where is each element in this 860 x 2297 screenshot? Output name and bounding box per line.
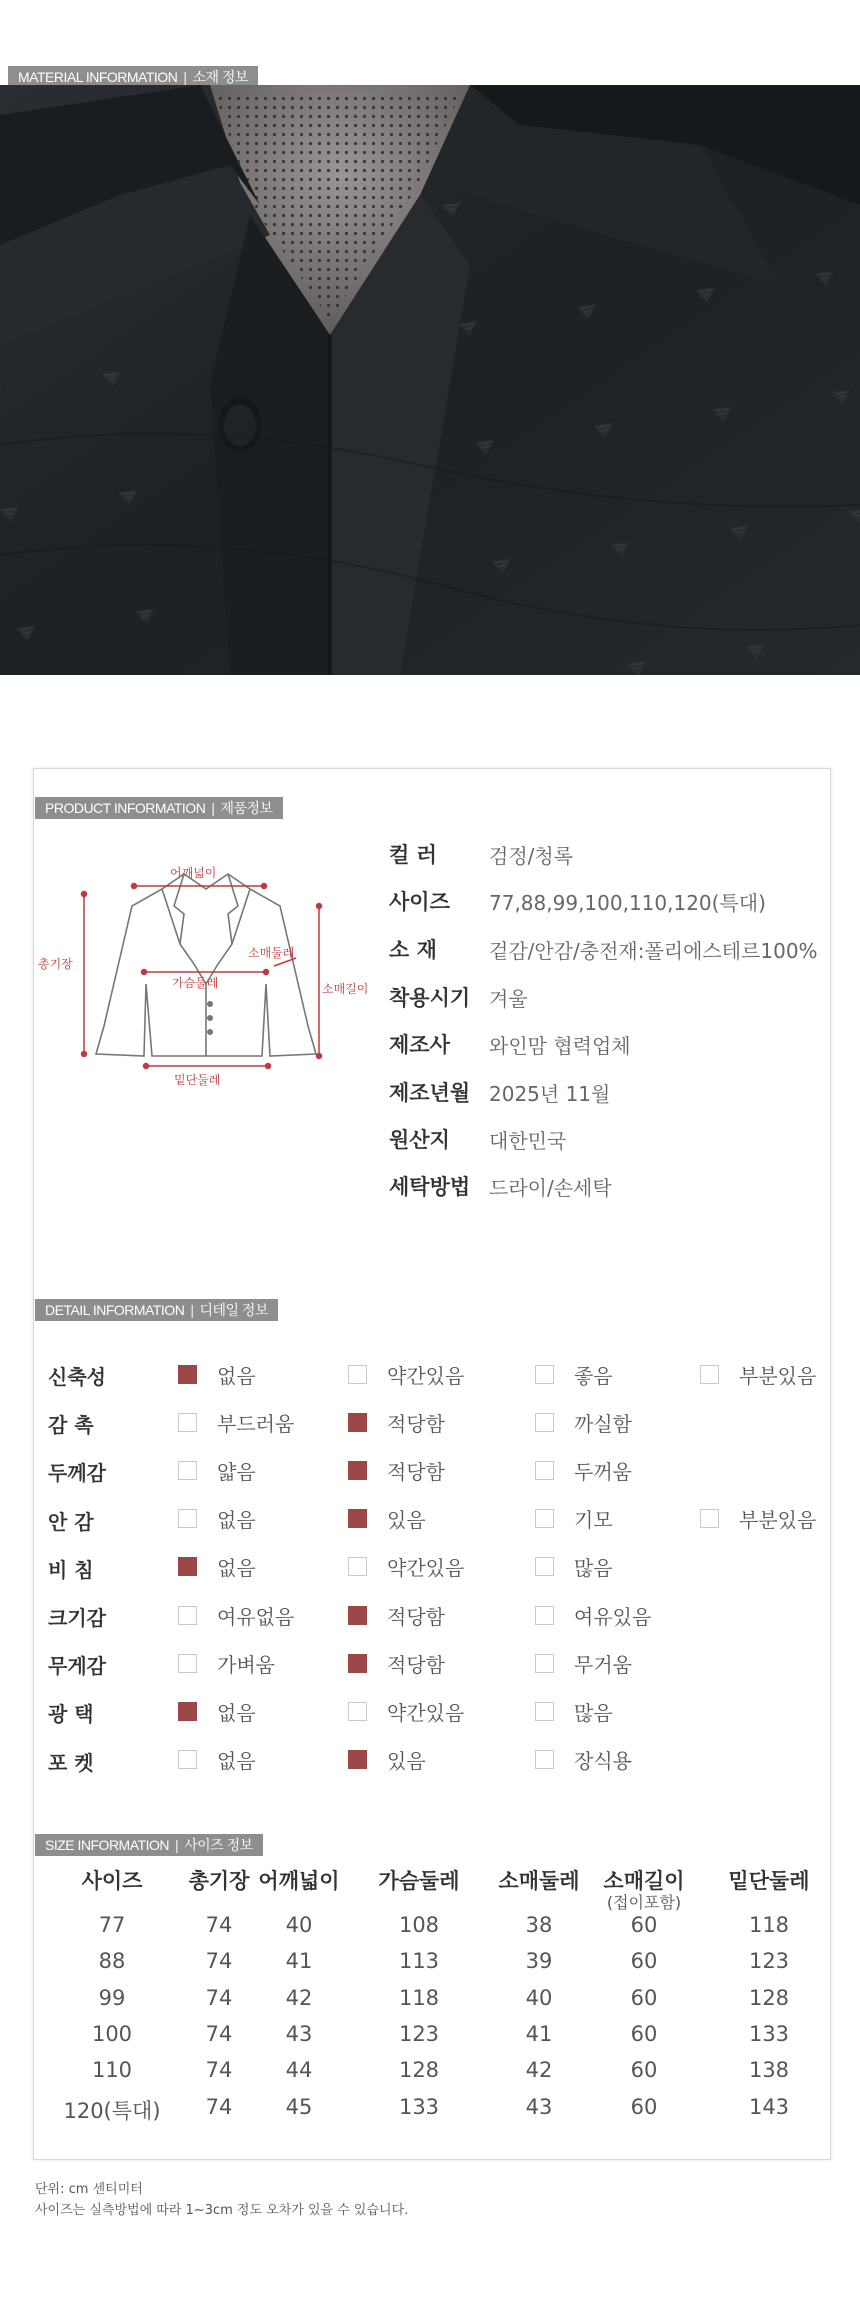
checked-box-icon[interactable] — [348, 1509, 367, 1528]
detail-option-label: 까실함 — [574, 1411, 632, 1436]
detail-option[interactable] — [348, 1745, 426, 1775]
detail-option-label: 있음 — [387, 1508, 426, 1533]
product-value: 겨울 — [489, 986, 528, 1011]
footer-unit: 단위: cm 센티미터 — [35, 2182, 143, 2197]
dim-hem-label: 밑단둘레 — [174, 1073, 221, 1087]
checked-box-icon[interactable] — [348, 1750, 367, 1769]
dim-chest-label: 가슴둘레 — [172, 976, 219, 990]
detail-option[interactable] — [348, 1696, 464, 1726]
product-label: 세탁방법 — [389, 1175, 471, 1199]
unchecked-box-icon[interactable] — [178, 1750, 197, 1769]
detail-option[interactable] — [178, 1648, 275, 1678]
detail-option-label: 약간있음 — [387, 1556, 465, 1581]
detail-tag-en: DETAIL INFORMATION — [45, 1302, 185, 1318]
size-cell: 88 — [98, 1949, 126, 1974]
product-row-season — [389, 982, 528, 1012]
detail-option[interactable] — [178, 1600, 294, 1630]
unchecked-box-icon[interactable] — [178, 1461, 197, 1480]
product-value: 검정/청록 — [489, 843, 574, 868]
size-cell: 120(특대) — [63, 2098, 161, 2123]
detail-info-tag: DETAIL INFORMATION | 디테일 정보 — [35, 1299, 278, 1321]
unchecked-box-icon[interactable] — [535, 1750, 554, 1769]
unchecked-box-icon[interactable] — [178, 1509, 197, 1528]
size-cell: 38 — [525, 1913, 553, 1937]
size-cell: 110 — [91, 2058, 133, 2083]
detail-option-label: 약간있음 — [387, 1363, 465, 1388]
size-cell: 143 — [748, 2094, 790, 2119]
unchecked-box-icon[interactable] — [178, 1606, 197, 1625]
detail-row-label: 크기감 — [48, 1606, 106, 1630]
detail-row — [48, 1359, 828, 1389]
product-value: 77,88,99,100,110,120(특대) — [489, 890, 766, 915]
detail-option-label: 없음 — [217, 1700, 256, 1725]
product-row-date — [389, 1077, 610, 1107]
size-cell: 40 — [525, 1985, 553, 2010]
size-cell: 39 — [525, 1949, 553, 1974]
jacket-size-diagram — [34, 844, 374, 1094]
detail-row — [48, 1504, 828, 1534]
size-cell: 74 — [205, 2021, 233, 2046]
footer-note: 사이즈는 실측방법에 따라 1~3cm 정도 오차가 있을 수 있습니다. — [35, 2203, 409, 2218]
size-tag-ko: 사이즈 정보 — [184, 1837, 253, 1853]
product-label: 컬 러 — [389, 843, 437, 867]
product-tag-en: PRODUCT INFORMATION — [45, 800, 206, 816]
size-cell: 74 — [205, 2094, 233, 2119]
detail-option[interactable] — [700, 1504, 816, 1534]
size-cell: 40 — [285, 1913, 313, 1937]
size-cell: 74 — [205, 1913, 233, 1937]
detail-option-label: 기모 — [574, 1508, 613, 1533]
detail-option[interactable] — [535, 1696, 613, 1726]
info-card — [33, 768, 831, 2160]
size-cell: 74 — [205, 1985, 233, 2010]
size-cell: 118 — [398, 1985, 440, 2010]
unchecked-box-icon[interactable] — [700, 1509, 719, 1528]
size-header-cell: 밑단둘레 — [728, 1869, 810, 1893]
unchecked-box-icon[interactable] — [535, 1557, 554, 1576]
material-info-tag: MATERIAL INFORMATION | 소재 정보 — [8, 66, 258, 88]
detail-option-label: 가벼움 — [217, 1652, 275, 1677]
size-cell: 74 — [205, 2058, 233, 2083]
detail-option[interactable] — [348, 1455, 445, 1485]
product-row-material — [389, 934, 818, 964]
product-value: 2025년 11월 — [489, 1081, 611, 1106]
detail-option-label: 적당함 — [387, 1604, 445, 1629]
detail-option[interactable] — [348, 1648, 445, 1678]
detail-row — [48, 1648, 828, 1678]
dim-shoulder-label: 어깨넓이 — [170, 866, 217, 880]
detail-option-label: 없음 — [217, 1363, 256, 1388]
detail-option[interactable] — [700, 1359, 816, 1389]
product-row-color — [389, 839, 573, 869]
product-row-wash — [389, 1171, 612, 1201]
unchecked-box-icon[interactable] — [348, 1365, 367, 1384]
product-value: 대한민국 — [489, 1128, 567, 1153]
detail-option-label: 있음 — [387, 1749, 426, 1774]
unchecked-box-icon[interactable] — [348, 1702, 367, 1721]
detail-option-label: 적당함 — [387, 1411, 445, 1436]
product-label: 착용시기 — [389, 986, 471, 1010]
detail-option-label: 적당함 — [387, 1652, 445, 1677]
detail-option-label: 많음 — [574, 1556, 613, 1581]
size-cell: 133 — [398, 2094, 440, 2119]
size-cell: 60 — [630, 1913, 658, 1937]
size-cell: 74 — [205, 1949, 233, 1974]
detail-row — [48, 1600, 828, 1630]
size-cell: 128 — [398, 2058, 440, 2083]
size-cell: 133 — [748, 2021, 790, 2046]
size-cell: 60 — [630, 2094, 658, 2119]
size-cell: 41 — [525, 2021, 553, 2046]
detail-option-label: 두꺼움 — [574, 1459, 632, 1484]
size-cell: 44 — [285, 2058, 313, 2083]
detail-option-label: 부분있음 — [739, 1508, 817, 1533]
detail-option[interactable] — [178, 1455, 256, 1485]
detail-option[interactable] — [535, 1600, 651, 1630]
size-header-cell: 소매둘레 — [498, 1869, 580, 1893]
detail-option-label: 없음 — [217, 1508, 256, 1533]
size-tag-en: SIZE INFORMATION — [45, 1837, 169, 1853]
detail-option-label: 약간있음 — [387, 1700, 465, 1725]
unchecked-box-icon[interactable] — [700, 1365, 719, 1384]
size-cell: 100 — [91, 2021, 133, 2046]
detail-option-label: 여유있음 — [574, 1604, 652, 1629]
product-label: 사이즈 — [389, 890, 450, 914]
size-cell: 60 — [630, 1985, 658, 2010]
material-photo — [0, 85, 860, 675]
detail-option[interactable] — [178, 1696, 256, 1726]
detail-option-label: 적당함 — [387, 1459, 445, 1484]
detail-row — [48, 1552, 828, 1582]
material-tag-en: MATERIAL INFORMATION — [18, 69, 178, 85]
size-cell: 113 — [398, 1949, 440, 1974]
detail-option-label: 없음 — [217, 1556, 256, 1581]
detail-row — [48, 1407, 828, 1437]
product-row-maker — [389, 1029, 631, 1059]
detail-option[interactable] — [535, 1407, 632, 1437]
unchecked-box-icon[interactable] — [535, 1461, 554, 1480]
material-tag-ko: 소재 정보 — [192, 69, 248, 85]
product-label: 원산지 — [389, 1128, 450, 1152]
detail-option[interactable] — [535, 1504, 613, 1534]
size-cell: 128 — [748, 1985, 790, 2010]
detail-row — [48, 1696, 828, 1726]
detail-option[interactable] — [535, 1648, 632, 1678]
size-cell: 60 — [630, 2021, 658, 2046]
size-header-cell: 가슴둘레 — [378, 1869, 460, 1893]
jacket-outline-icon — [34, 844, 374, 1094]
unchecked-box-icon[interactable] — [178, 1654, 197, 1673]
unchecked-box-icon[interactable] — [535, 1606, 554, 1625]
detail-option-label: 장식용 — [574, 1749, 632, 1774]
size-cell: 118 — [748, 1913, 790, 1937]
checked-box-icon[interactable] — [178, 1557, 197, 1576]
detail-option-label: 여유없음 — [217, 1604, 295, 1629]
size-header-note: (접이포함) — [606, 1893, 682, 1912]
detail-option[interactable] — [348, 1359, 464, 1389]
size-header-cell: 어깨넓이 — [258, 1869, 340, 1893]
detail-option[interactable] — [178, 1745, 256, 1775]
unchecked-box-icon[interactable] — [535, 1654, 554, 1673]
detail-option[interactable] — [535, 1455, 632, 1485]
detail-option[interactable] — [535, 1745, 632, 1775]
size-cell: 60 — [630, 2058, 658, 2083]
product-label: 제조년월 — [389, 1081, 471, 1105]
size-cell: 77 — [98, 1913, 126, 1937]
size-cell: 99 — [98, 1985, 126, 2010]
size-cell: 42 — [525, 2058, 553, 2083]
unchecked-box-icon[interactable] — [535, 1365, 554, 1384]
detail-option-label: 많음 — [574, 1700, 613, 1725]
product-row-size — [389, 886, 766, 916]
size-cell: 123 — [748, 1949, 790, 1974]
size-cell: 41 — [285, 1949, 313, 1974]
detail-option[interactable] — [178, 1407, 294, 1437]
detail-row-label: 두께감 — [48, 1461, 106, 1486]
detail-option[interactable] — [348, 1504, 426, 1534]
detail-row-label: 무게감 — [48, 1654, 106, 1679]
detail-row-label: 안 감 — [48, 1509, 94, 1534]
detail-option-label: 부분있음 — [739, 1363, 817, 1388]
detail-option[interactable] — [348, 1600, 445, 1630]
detail-option[interactable] — [178, 1504, 256, 1534]
checked-box-icon[interactable] — [178, 1365, 197, 1384]
size-info-tag: SIZE INFORMATION | 사이즈 정보 — [35, 1834, 263, 1856]
detail-row-label: 포 켓 — [48, 1750, 94, 1775]
checked-box-icon[interactable] — [348, 1654, 367, 1673]
size-cell: 138 — [748, 2058, 790, 2083]
dim-sleeve-length-label: 소매길이 — [322, 982, 369, 996]
size-cell: 123 — [398, 2021, 440, 2046]
checked-box-icon[interactable] — [348, 1413, 367, 1432]
detail-row-label: 비 침 — [48, 1557, 94, 1582]
product-value: 드라이/손세탁 — [489, 1175, 612, 1200]
detail-option[interactable] — [178, 1552, 256, 1582]
size-cell: 43 — [525, 2094, 553, 2119]
checked-box-icon[interactable] — [348, 1606, 367, 1625]
size-cell: 45 — [285, 2094, 313, 2119]
checked-box-icon[interactable] — [348, 1461, 367, 1480]
product-value: 와인맘 협력업체 — [489, 1033, 631, 1058]
size-header-cell: 소매길이 — [603, 1869, 685, 1893]
detail-option[interactable] — [535, 1359, 613, 1389]
size-cell: 60 — [630, 1949, 658, 1974]
product-label: 소 재 — [389, 938, 437, 962]
size-cell: 108 — [398, 1913, 440, 1937]
detail-row-label: 감 촉 — [48, 1413, 94, 1438]
detail-row — [48, 1745, 828, 1775]
detail-row-label: 신축성 — [48, 1365, 106, 1389]
detail-option[interactable] — [348, 1552, 464, 1582]
detail-option-label: 좋음 — [574, 1363, 613, 1388]
unchecked-box-icon[interactable] — [348, 1557, 367, 1576]
size-cell: 42 — [285, 1985, 313, 2010]
size-cell: 43 — [285, 2021, 313, 2046]
product-row-origin — [389, 1124, 566, 1154]
unchecked-box-icon[interactable] — [535, 1509, 554, 1528]
detail-option[interactable] — [535, 1552, 613, 1582]
detail-option-label: 얇음 — [217, 1459, 256, 1484]
detail-row-label: 광 택 — [48, 1702, 94, 1727]
product-tag-ko: 제품정보 — [220, 800, 273, 816]
product-info-tag: PRODUCT INFORMATION | 제품정보 — [35, 797, 283, 819]
unchecked-box-icon[interactable] — [535, 1413, 554, 1432]
detail-option[interactable] — [348, 1407, 445, 1437]
size-header-cell: 총기장 — [188, 1869, 250, 1893]
detail-option-label: 없음 — [217, 1749, 256, 1774]
detail-option-label: 무거움 — [574, 1652, 632, 1677]
detail-tag-ko: 디테일 정보 — [199, 1302, 268, 1318]
size-header-cell: 사이즈 — [81, 1869, 143, 1893]
unchecked-box-icon[interactable] — [535, 1702, 554, 1721]
detail-option-label: 부드러움 — [217, 1411, 295, 1436]
detail-row — [48, 1455, 828, 1485]
product-value: 겉감/안감/충전재:폴리에스테르100% — [489, 938, 818, 963]
dim-sleeve-round-label: 소매둘레 — [248, 946, 295, 960]
unchecked-box-icon[interactable] — [178, 1413, 197, 1432]
detail-option[interactable] — [178, 1359, 256, 1389]
product-label: 제조사 — [389, 1033, 450, 1057]
checked-box-icon[interactable] — [178, 1702, 197, 1721]
dim-length-label: 총기장 — [38, 957, 73, 971]
